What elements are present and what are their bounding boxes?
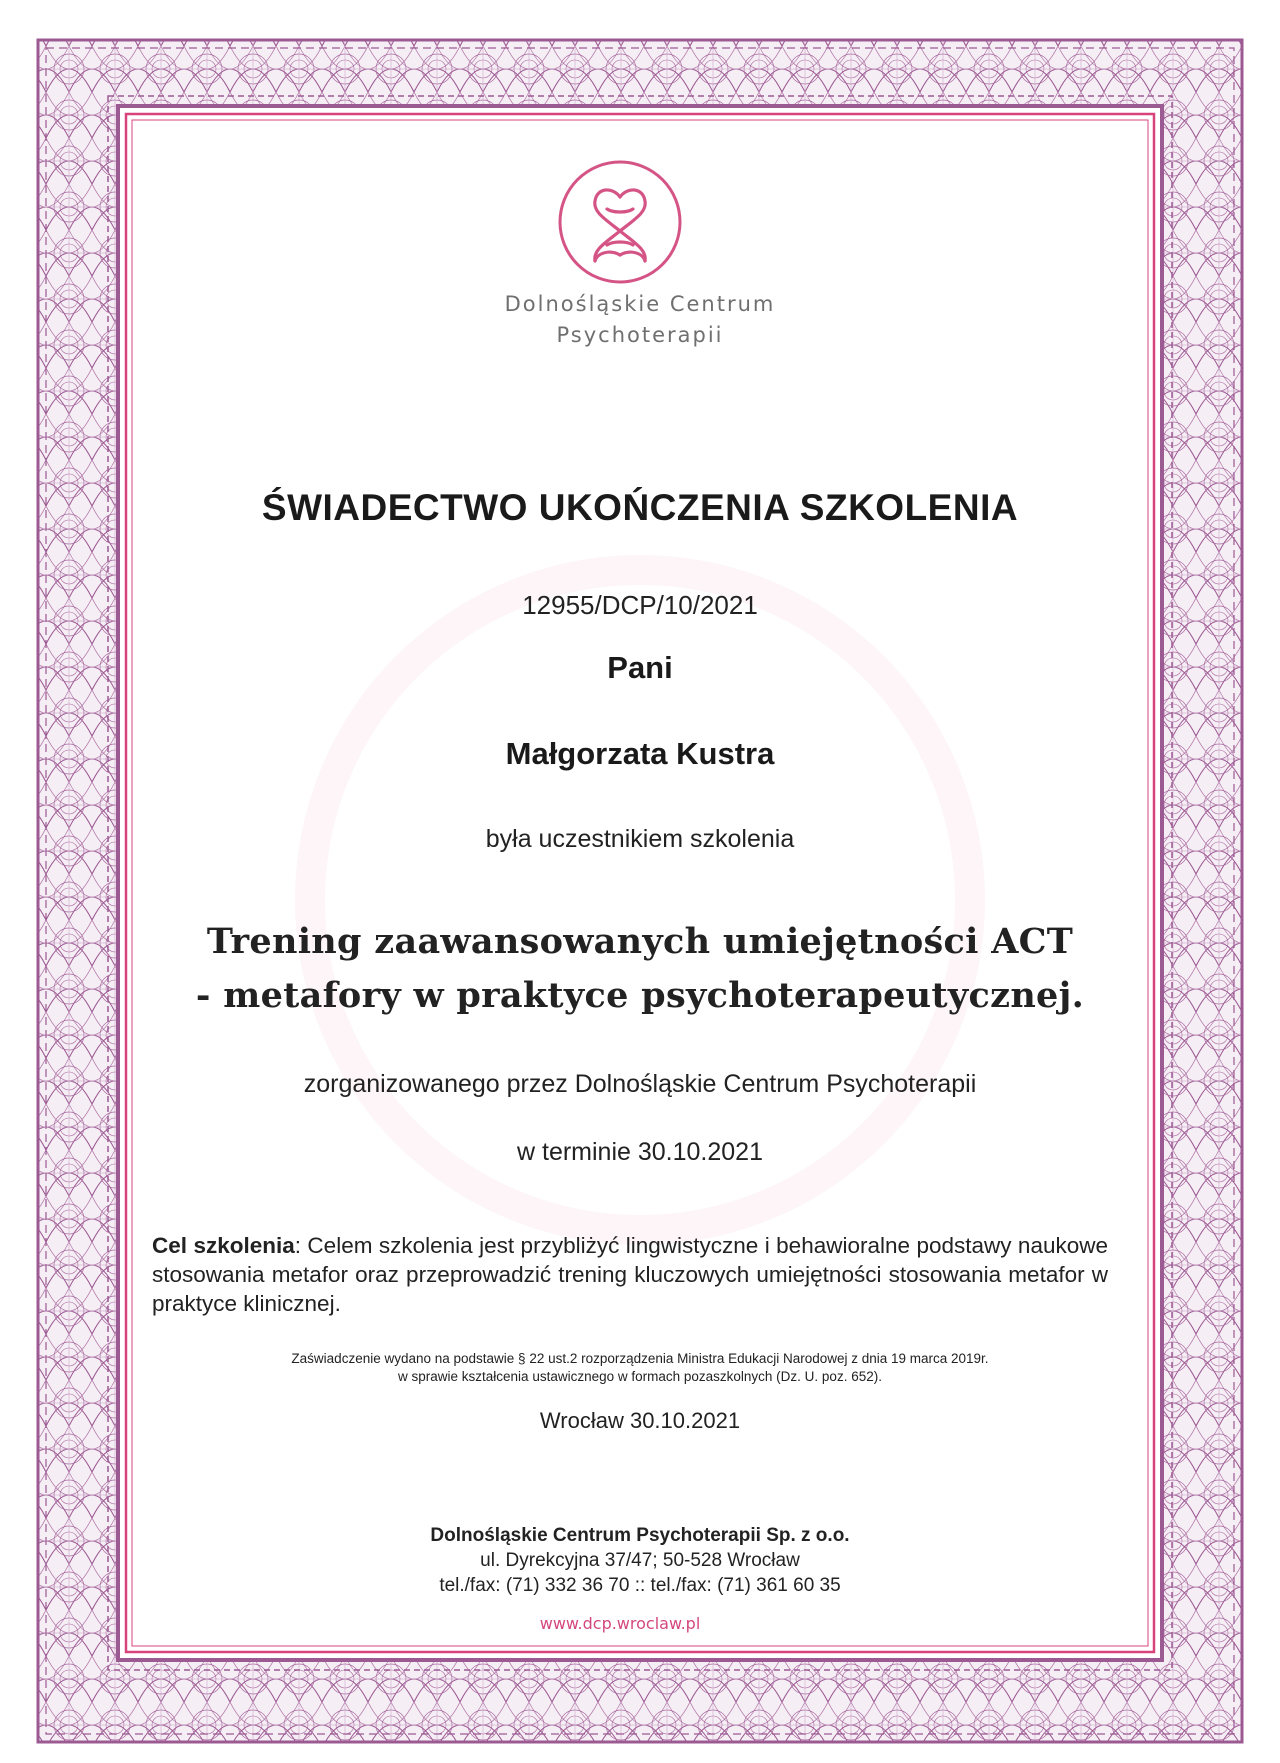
- participation-text: była uczestnikiem szkolenia: [485, 825, 795, 853]
- company-phones: tel./fax: (71) 332 36 70 :: tel./fax: (71) 361 60 35: [439, 1575, 841, 1596]
- organization-name-line2: Psychoterapii: [556, 323, 724, 347]
- organizer-text: zorganizowanego przez Dolnośląskie Centrum Psychoterapii: [303, 1070, 977, 1098]
- company-address: ul. Dyrekcyjna 37/47; 50-528 Wrocław: [480, 1550, 800, 1571]
- course-title-line1: Trening zaawansowanych umiejętności ACT: [206, 921, 1074, 962]
- company-footer: [130, 1523, 1150, 1598]
- training-date: w terminie 30.10.2021: [517, 1138, 763, 1166]
- goal-text: : Celem szkolenia jest przybliżyć lingwistyczne i behawioralne podstawy naukowe stosowania metafor oraz przeprowadzić trening kluczowych umiejętności stosowania metafor w praktyce klinicznej.: [152, 1233, 1108, 1316]
- certificate-title: ŚWIADECTWO UKOŃCZENIA SZKOLENIA: [261, 487, 1019, 528]
- organization-name: [130, 289, 1150, 351]
- company-name: Dolnośląskie Centrum Psychoterapii Sp. z o.o.: [430, 1525, 850, 1546]
- website-link[interactable]: www.dcp.wroclaw.pl: [520, 1614, 720, 1633]
- training-goal: [152, 1231, 1108, 1318]
- salutation: Pani: [607, 650, 673, 685]
- legal-basis: [130, 1350, 1150, 1386]
- participant-name: Małgorzata Kustra: [505, 736, 775, 771]
- goal-label: Cel szkolenia: [152, 1233, 295, 1258]
- organization-name-line1: Dolnośląskie Centrum: [504, 292, 776, 316]
- certificate-number: 12955/DCP/10/2021: [522, 590, 758, 620]
- course-title: [130, 915, 1150, 1023]
- place-date: Wrocław 30.10.2021: [539, 1408, 741, 1433]
- legal-line2: w sprawie kształcenia ustawicznego w formach pozaszkolnych (Dz. U. poz. 652).: [398, 1369, 882, 1384]
- legal-line1: Zaświadczenie wydano na podstawie § 22 ust.2 rozporządzenia Ministra Edukacji Narodowej z dnia 19 marca 2019r.: [291, 1351, 989, 1366]
- interlocked-heart-knot-icon: [555, 157, 685, 287]
- course-title-line2: - metafory w praktyce psychoterapeutycznej.: [195, 975, 1085, 1016]
